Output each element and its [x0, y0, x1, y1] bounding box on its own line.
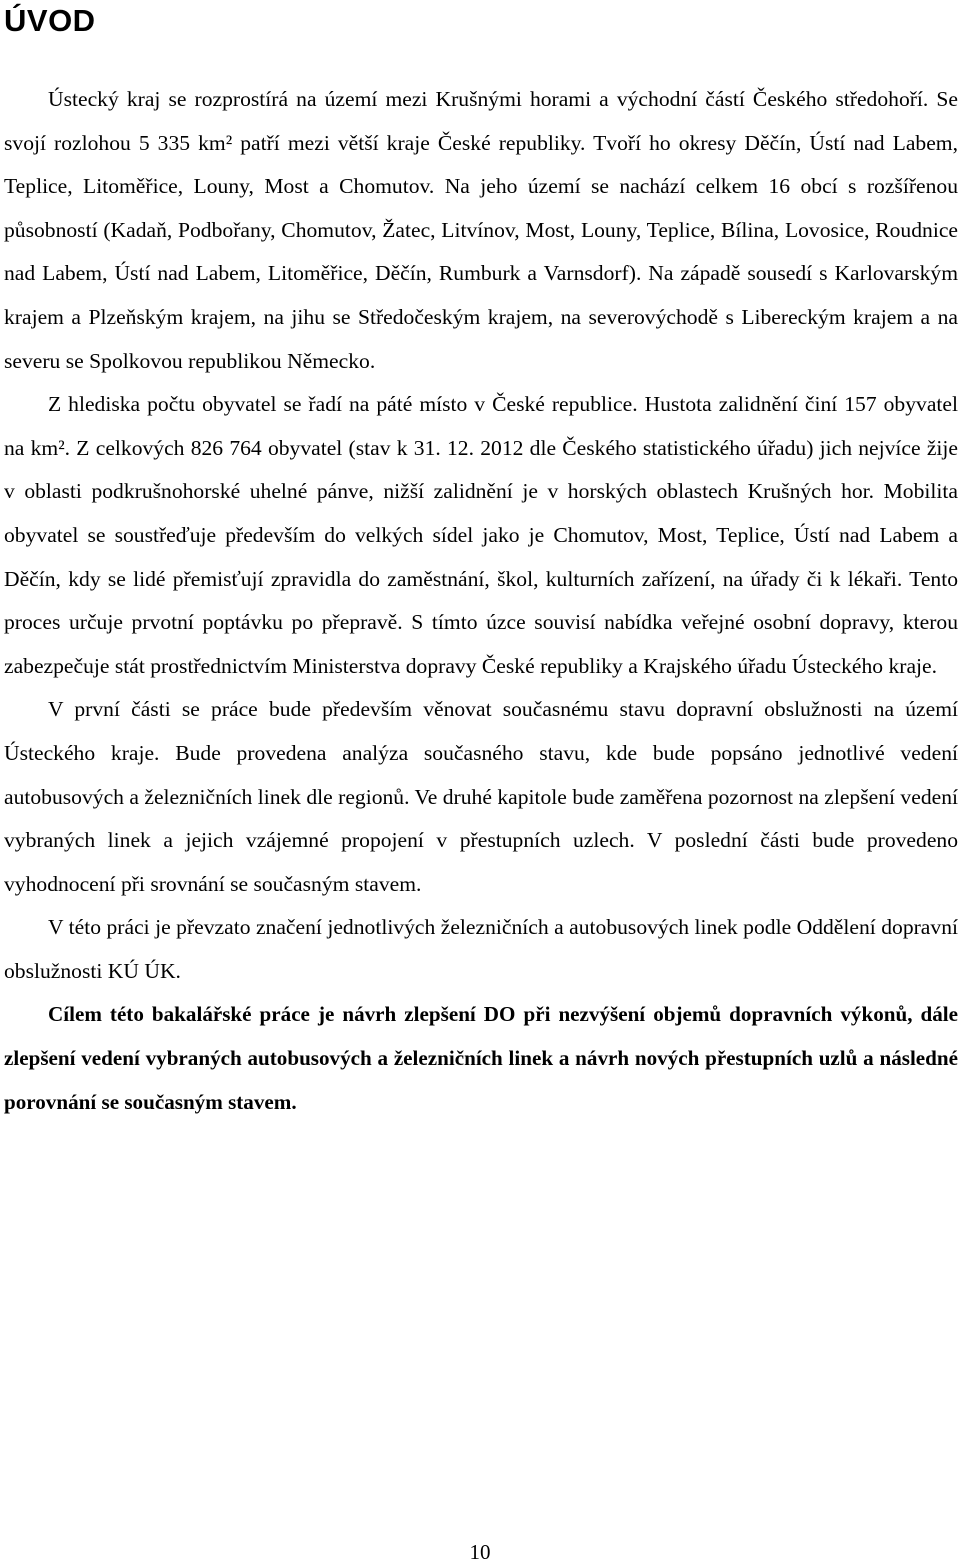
body-text	[4, 78, 958, 1124]
paragraph-population: Z hlediska počtu obyvatel se řadí na páté místo v České republice. Hustota zalidnění činí 157 obyvatel na km². Z celkových 826 764 obyvatel (stav k 31. 12. 2012 dle Českého statistického úřadu) jich nejvíce žije v oblasti podkrušnohorské uhelné pánve, nižší zalidnění je v horských oblastech Krušných hor. Mobilita obyvatel se soustřeďuje především do velkých sídel jako je Chomutov, Most, Teplice, Ústí nad Labem a Děčín, kdy se lidé přemisťují zpravidla do zaměstnání, škol, kulturních zařízení, na úřady či k lékaři. Tento proces určuje prvotní poptávku po přepravě. S tímto úzce souvisí nabídka veřejné osobní dopravy, kterou zabezpečuje stát prostřednictvím Ministerstva dopravy České republiky a Krajského úřadu Ústeckého kraje.	[4, 392, 958, 678]
page-heading: ÚVOD	[4, 3, 96, 38]
paragraph-thesis-structure: V první části se práce bude především věnovat současnému stavu dopravní obslužnosti na území Ústeckého kraje. Bude provedena analýza současného stavu, kde bude popsáno jednotlivé vedení autobusových a železničních linek dle regionů. Ve druhé kapitole bude zaměřena pozornost na zlepšení vedení vybraných linek a jejich vzájemné propojení v přestupních uzlech. V poslední části bude provedeno vyhodnocení při srovnání se současným stavem.	[4, 697, 958, 896]
paragraph-line-designation: V této práci je převzato značení jednotlivých železničních a autobusových linek podle Oddělení dopravní obslužnosti KÚ ÚK.	[4, 915, 958, 983]
paragraph-region-overview: Ústecký kraj se rozprostírá na území mezi Krušnými horami a východní částí Českého středohoří. Se svojí rozlohou 5 335 km² patří mezi větší kraje České republiky. Tvoří ho okresy Děčín, Ústí nad Labem, Teplice, Litoměřice, Louny, Most a Chomutov. Na jeho území se nachází celkem 16 obcí s rozšířenou působností (Kadaň, Podbořany, Chomutov, Žatec, Litvínov, Most, Louny, Teplice, Bílina, Lovosice, Roudnice nad Labem, Ústí nad Labem, Litoměřice, Děčín, Rumburk a Varnsdorf). Na západě sousedí s Karlovarským krajem a Plzeňským krajem, na jihu se Středočeským krajem, na severovýchodě s Libereckým krajem a na severu se Spolkovou republikou Německo.	[4, 87, 958, 373]
page-number: 10	[469, 1540, 491, 1564]
paragraph-thesis-goal: Cílem této bakalářské práce je návrh zlepšení DO při nezvýšení objemů dopravních výkonů, dále zlepšení vedení vybraných autobusových a železničních linek a návrh nových přestupních uzlů a následné porovnání se současným stavem.	[4, 1002, 958, 1114]
